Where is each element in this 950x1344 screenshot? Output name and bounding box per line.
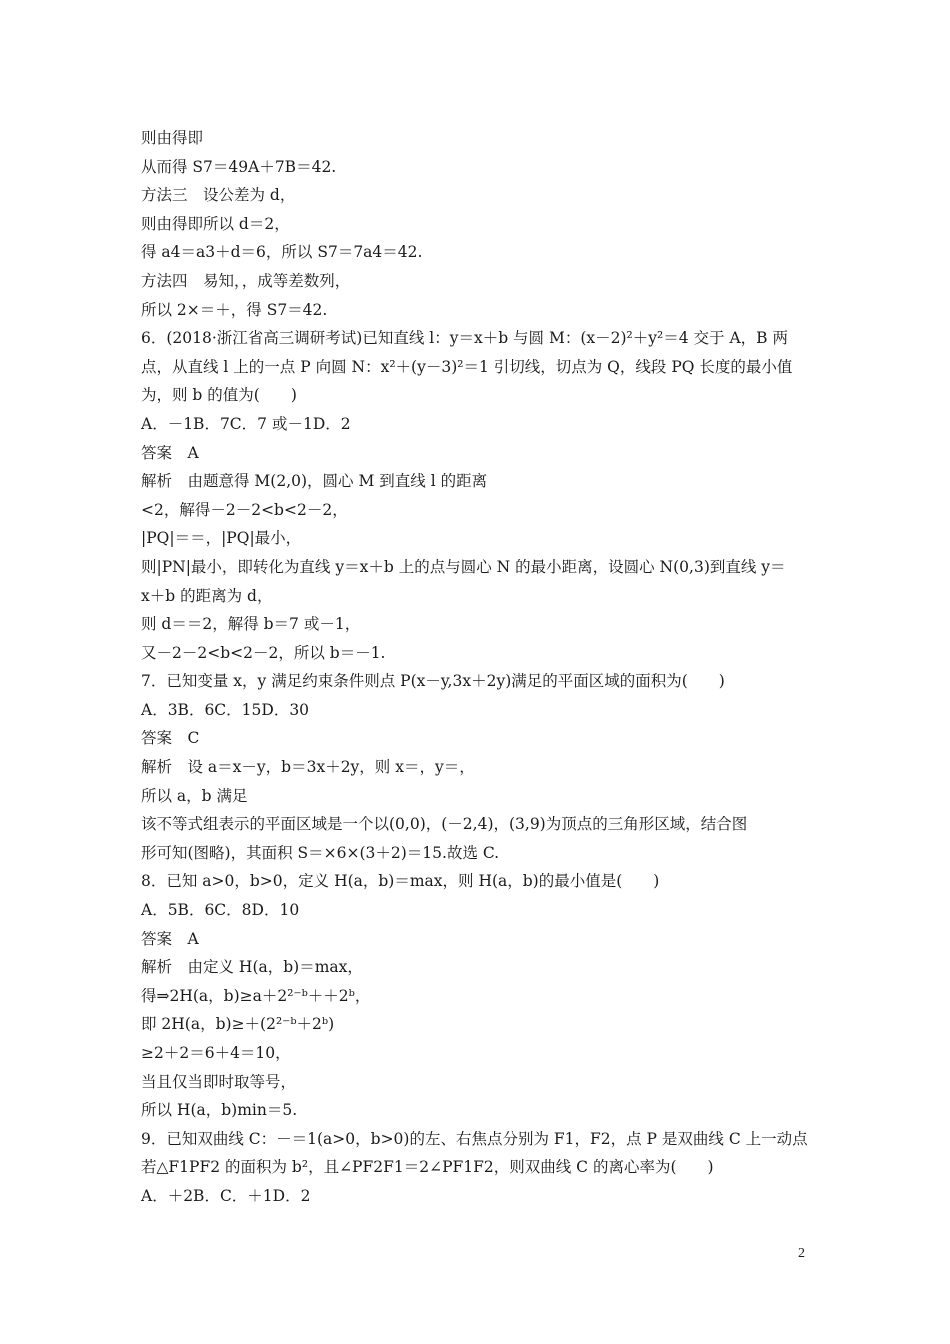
text-line: 方法四 易知，，成等差数列，: [141, 271, 351, 290]
text-line: 6．(2018·浙江省高三调研考试)已知直线 l：y＝x＋b 与圆 M：(x－2)²＋y²＝4 交于 A，B 两: [141, 329, 788, 348]
text-line: <2，解得－2－2<b<2－2，: [141, 500, 348, 519]
page-number: 2: [798, 1246, 805, 1261]
text-line: 则由得即: [141, 129, 204, 147]
text-body: [141, 124, 821, 1211]
text-line: 8．已知 a>0，b>0，定义 H(a，b)＝max，则 H(a，b)的最小值是( ): [141, 872, 660, 891]
text-line: 该不等式组表示的平面区域是一个以(0,0)，(－2,4)，(3,9)为顶点的三角形区域，结合图: [141, 815, 748, 834]
text-line: 所以 a，b 满足: [141, 786, 248, 805]
text-line: 答案 A: [141, 443, 199, 462]
text-line: 9．已知双曲线 C：－＝1(a>0，b>0)的左、右焦点分别为 F1，F2，点 P 是双曲线 C 上一动点: [141, 1129, 808, 1148]
text-line: 所以 2×＝＋，得 S7＝42.: [141, 300, 328, 319]
text-line: 答案 C: [141, 729, 200, 748]
text-line: 则由得即所以 d＝2，: [141, 214, 290, 233]
text-line: 点，从直线 l 上的一点 P 向圆 N：x²＋(y－3)²＝1 引切线，切点为 Q，线段 PQ 长度的最小值: [141, 357, 793, 376]
text-line: ≥2＋2＝6＋4＝10，: [141, 1044, 291, 1062]
text-line: 7．已知变量 x，y 满足约束条件则点 P(x－y,3x＋2y)满足的平面区域的面积为( ): [141, 672, 725, 691]
text-line: 则|PN|最小，即转化为直线 y＝x＋b 上的点与圆心 N 的最小距离，设圆心 N(0,3)到直线 y＝: [141, 557, 786, 576]
text-line: A．＋2B．C．＋1D．2: [141, 1186, 311, 1205]
text-line: 又－2－2<b<2－2，所以 b＝－1.: [141, 643, 386, 662]
text-line: A．3B．6C．15D．30: [141, 700, 310, 719]
text-line: 则 d＝＝2，解得 b＝7 或－1，: [141, 615, 361, 634]
text-line: A．－1B．7C．7 或－1D．2: [141, 414, 351, 433]
text-line: 答案 A: [141, 929, 199, 948]
text-line: 若△F1PF2 的面积为 b²，且∠PF2F1＝2∠PF1F2，则双曲线 C 的离心率为( ): [141, 1158, 714, 1177]
text-line: x＋b 的距离为 d，: [141, 586, 273, 605]
text-line: 从而得 S7＝49A＋7B＝42.: [141, 157, 337, 176]
text-line: 得⇒2H(a，b)≥a＋2²⁻ᵇ＋＋2ᵇ，: [141, 986, 371, 1005]
text-line: 方法三 设公差为 d，: [141, 186, 296, 205]
text-line: 解析 由定义 H(a，b)＝max，: [141, 958, 363, 977]
text-line: 为，则 b 的值为( ): [141, 386, 297, 405]
text-line: 即 2H(a，b)≥＋(2²⁻ᵇ＋2ᵇ): [141, 1015, 335, 1034]
text-line: 解析 设 a＝x－y，b＝3x＋2y，则 x＝，y＝，: [141, 758, 475, 777]
text-line: A．5B．6C．8D．10: [141, 901, 300, 920]
text-line: 得 a4＝a3＋d＝6，所以 S7＝7a4＝42.: [141, 243, 423, 262]
text-line: |PQ|＝＝，|PQ|最小，: [141, 529, 302, 548]
text-line: 解析 由题意得 M(2,0)，圆心 M 到直线 l 的距离: [141, 472, 488, 491]
text-line: 当且仅当即时取等号，: [141, 1072, 297, 1091]
text-line: 形可知(图略)，其面积 S＝×6×(3＋2)＝15.故选 C.: [141, 843, 500, 862]
text-line: 所以 H(a，b)min＝5.: [141, 1101, 298, 1120]
